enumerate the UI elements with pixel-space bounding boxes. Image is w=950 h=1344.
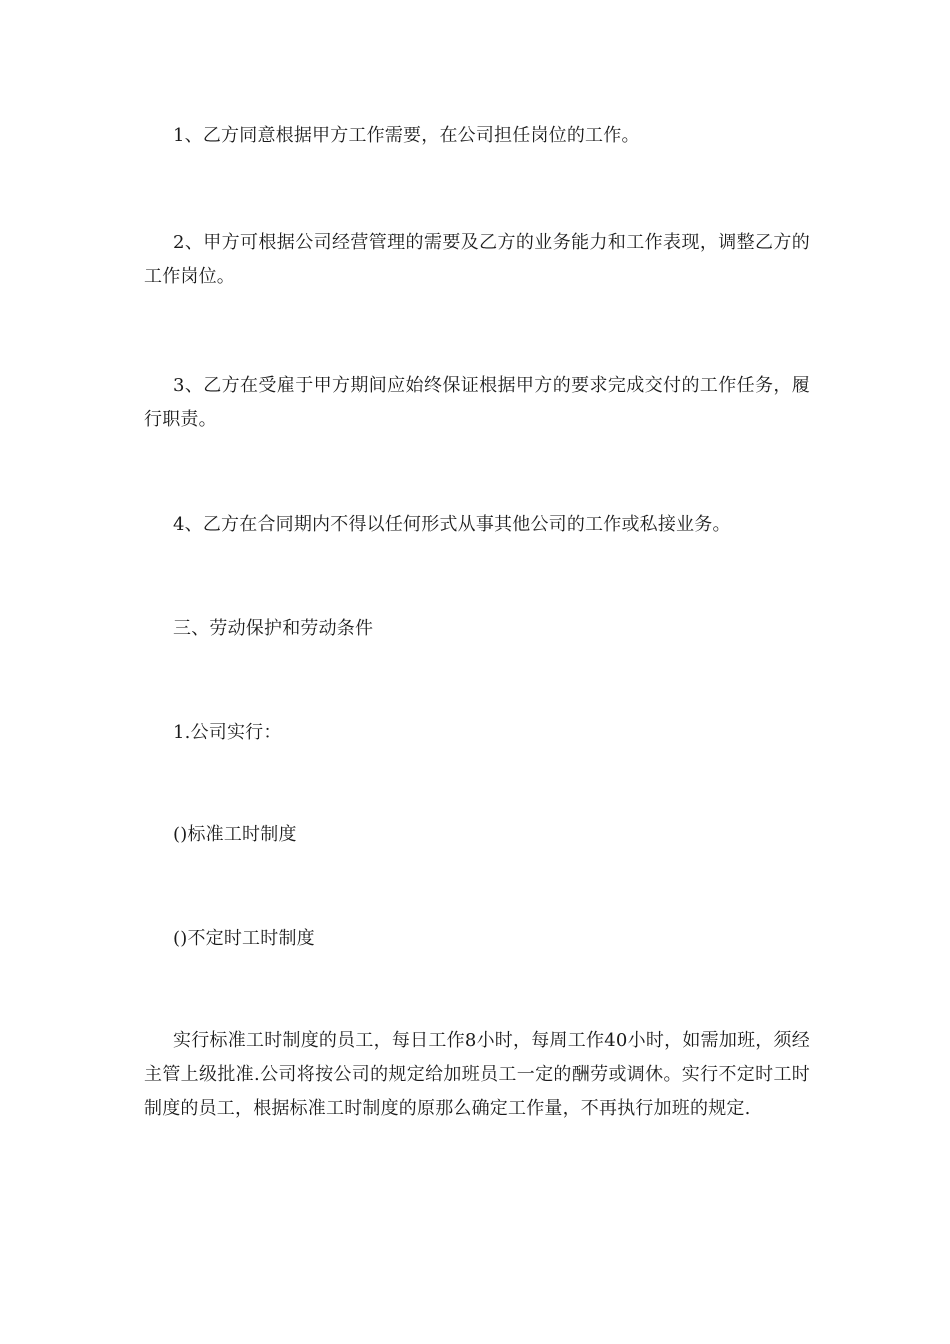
clause-2-item-1: 1、乙方同意根据甲方工作需要，在公司担任岗位的工作。 — [173, 125, 640, 146]
option-standard-hours: ()标准工时制度 — [173, 824, 297, 845]
clause-2-item-4: 4、乙方在合同期内不得以任何形式从事其他公司的工作或私接业务。 — [173, 514, 731, 535]
option-flexible-hours: ()不定时工时制度 — [173, 928, 315, 949]
working-hours-paragraph: 实行标准工时制度的员工，每日工作8小时，每周工作40小时，如需加班，须经主管上级批准.公司将按公司的规定给加班员工一定的酬劳或调休。实行不定时工时制度的员工，根据标准工时制度的原那么确定工作量，不再执行加班的规定. — [144, 1030, 810, 1119]
section-heading-3: 三、劳动保护和劳动条件 — [173, 618, 374, 639]
clause-2-item-3: 3、乙方在受雇于甲方期间应始终保证根据甲方的要求完成交付的工作任务，履行职责。 — [144, 375, 810, 430]
clause-3-item-1: 1.公司实行： — [173, 722, 282, 743]
clause-2-item-2: 2、甲方可根据公司经营管理的需要及乙方的业务能力和工作表现，调整乙方的工作岗位。 — [144, 232, 810, 287]
